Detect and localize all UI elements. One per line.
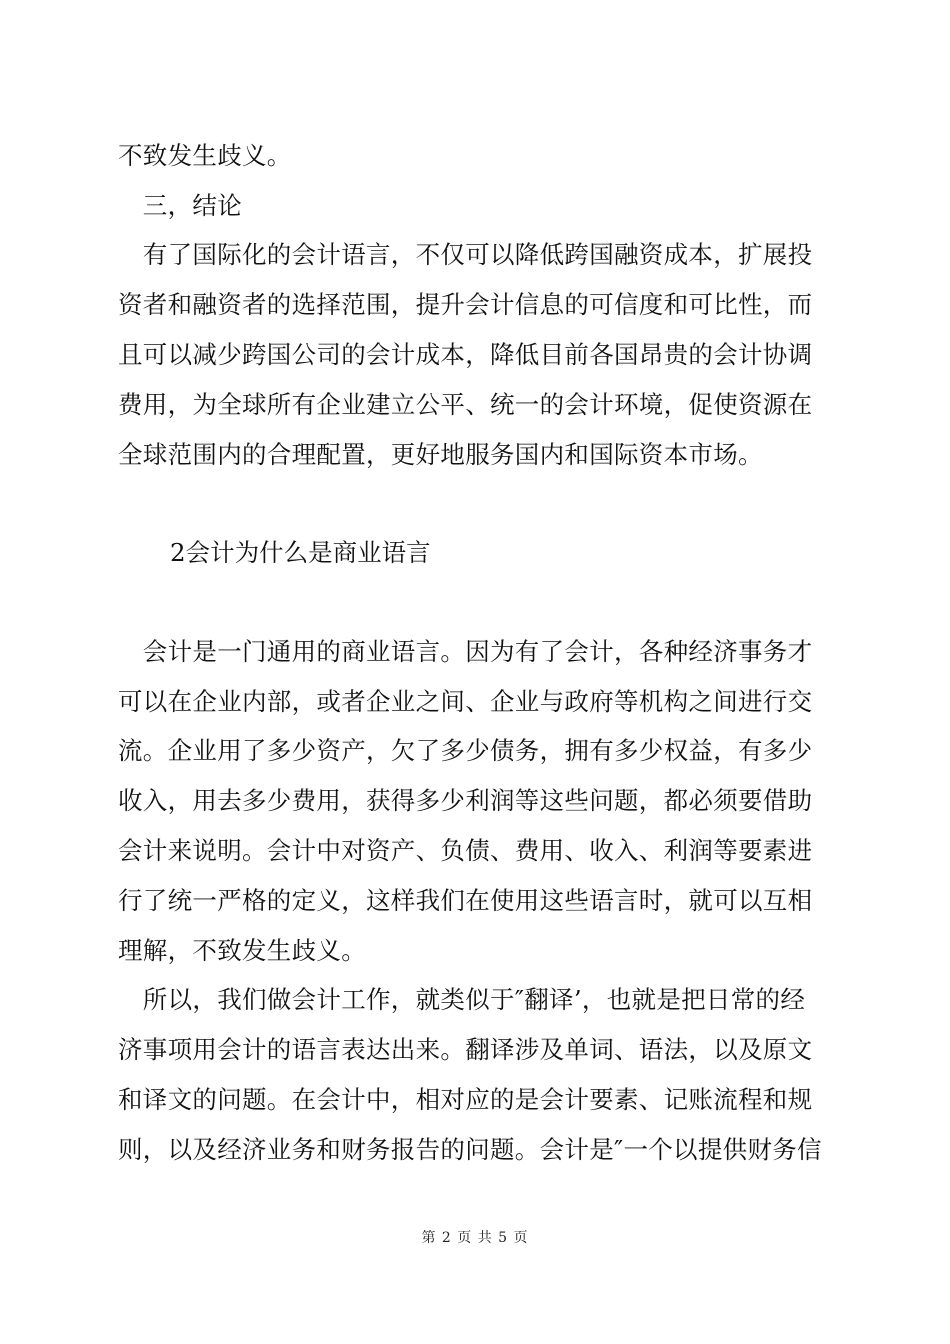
paragraph-line: 且可以减少跨国公司的会计成本，降低目前各国昂贵的会计协调 — [118, 340, 813, 369]
paragraph-line: 和译文的问题。在会计中，相对应的是会计要素、记账流程和规 — [118, 1085, 813, 1114]
paragraph-line: 所以，我们做会计工作，就类似于″翻译’，也就是把日常的经 — [118, 985, 806, 1014]
paragraph-line: 可以在企业内部，或者企业之间、企业与政府等机构之间进行交 — [118, 687, 813, 716]
paragraph-line: 会计来说明。会计中对资产、负债、费用、收入、利润等要素进 — [118, 836, 813, 865]
paragraph-line: 流。企业用了多少资产，欠了多少债务，拥有多少权益，有多少 — [118, 736, 813, 765]
page-number-footer: 第 2 页 共 5 页 — [421, 1230, 529, 1246]
section-heading-conclusion: 三，结论 — [118, 191, 242, 220]
paragraph-line: 有了国际化的会计语言，不仅可以降低跨国融资成本，扩展投 — [118, 240, 813, 269]
paragraph-line: 则，以及经济业务和财务报告的问题。会计是″一个以提供财务信 — [118, 1135, 822, 1164]
paragraph-line: 不致发生歧义。 — [118, 141, 292, 170]
paragraph-line: 理解，不致发生歧义。 — [118, 936, 366, 965]
paragraph-line: 行了统一严格的定义，这样我们在使用这些语言时，就可以互相 — [118, 886, 813, 915]
article-title: 2会计为什么是商业语言 — [170, 538, 431, 567]
paragraph-line: 费用，为全球所有企业建立公平、统一的会计环境，促使资源在 — [118, 390, 813, 419]
paragraph-line: 会计是一门通用的商业语言。因为有了会计，各种经济事务才 — [118, 637, 813, 666]
paragraph-line: 全球范围内的合理配置，更好地服务国内和国际资本市场。 — [118, 440, 763, 469]
paragraph-line: 收入，用去多少费用，获得多少利润等这些问题，都必须要借助 — [118, 786, 813, 815]
paragraph-line: 资者和融资者的选择范围，提升会计信息的可信度和可比性，而 — [118, 290, 813, 319]
paragraph-line: 济事项用会计的语言表达出来。翻译涉及单词、语法，以及原文 — [118, 1035, 813, 1064]
